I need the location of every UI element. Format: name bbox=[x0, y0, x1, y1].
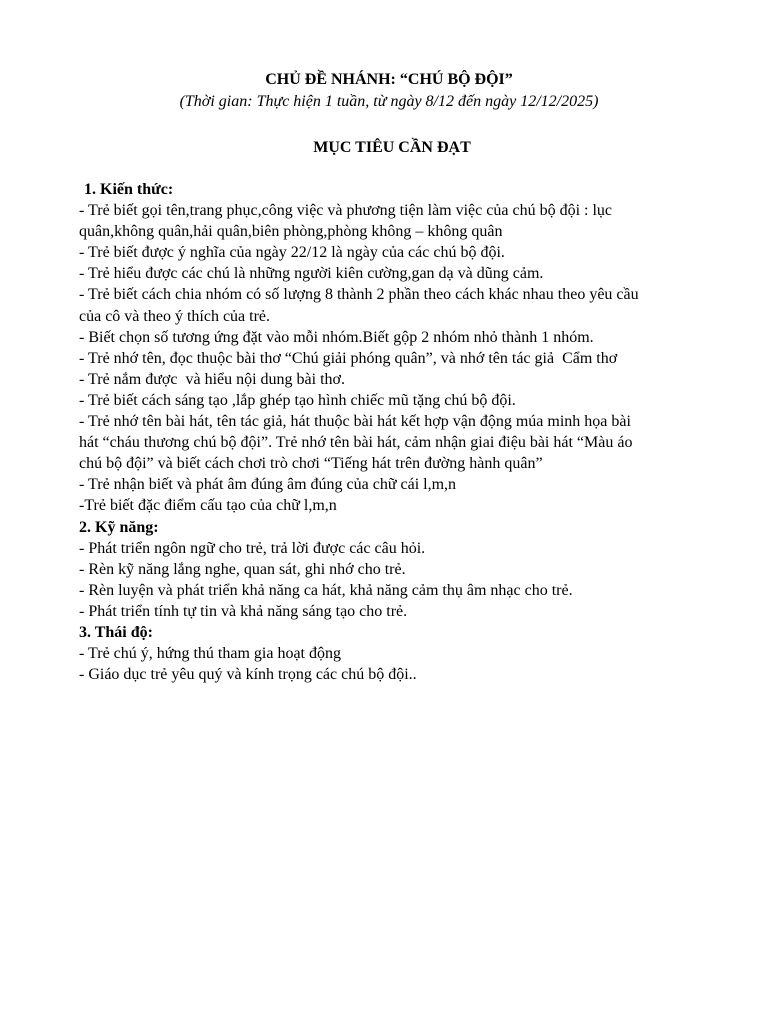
list-item: của cô và theo ý thích của trẻ. bbox=[79, 307, 271, 325]
list-item: - Phát triển tính tự tin và khả năng sáng tạo cho trẻ. bbox=[79, 602, 408, 620]
section-knowledge bbox=[79, 179, 711, 517]
list-item: - Trẻ nhớ tên bài hát, tên tác giả, hát thuộc bài hát kết hợp vận động múa minh họa bài bbox=[79, 413, 631, 431]
list-item: - Trẻ biết cách chia nhóm có số lượng 8 thành 2 phần theo cách khác nhau theo yêu cầu bbox=[79, 286, 639, 304]
list-item: - Rèn luyện và phát triển khả năng ca hát, khả năng cảm thụ âm nhạc cho trẻ. bbox=[79, 581, 573, 599]
list-item: - Phát triển ngôn ngữ cho trẻ, trả lời được các câu hỏi. bbox=[79, 539, 426, 557]
section-attitude bbox=[79, 622, 711, 685]
list-item: chú bộ đội” và biết cách chơi trò chơi “Tiếng hát trên đường hành quân” bbox=[79, 455, 543, 473]
list-item: - Trẻ biết được ý nghĩa của ngày 22/12 là ngày của các chú bộ đội. bbox=[79, 244, 505, 262]
list-item: - Trẻ nắm được và hiểu nội dung bài thơ. bbox=[79, 370, 346, 388]
list-item: - Biết chọn số tương ứng đặt vào mỗi nhóm.Biết gộp 2 nhóm nhỏ thành 1 nhóm. bbox=[79, 328, 594, 346]
objectives-heading: MỤC TIÊU CẦN ĐẠT bbox=[313, 139, 471, 156]
section-heading: 2. Kỹ năng: bbox=[79, 518, 159, 536]
section-heading: 3. Thái độ: bbox=[79, 623, 153, 641]
section-heading: 1. Kiến thức: bbox=[84, 181, 174, 198]
list-item: quân,không quân,hải quân,biên phòng,phòng không – không quân bbox=[79, 223, 503, 241]
list-item: - Trẻ biết cách sáng tạo ,lắp ghép tạo hình chiếc mũ tặng chú bộ đội. bbox=[79, 391, 516, 409]
list-item: - Giáo dục trẻ yêu quý và kính trọng các chú bộ đội.. bbox=[79, 666, 417, 684]
list-item: - Trẻ hiểu được các chú là những người kiên cường,gan dạ và dũng cảm. bbox=[79, 265, 544, 283]
list-item: - Trẻ biết gọi tên,trang phục,công việc và phương tiện làm việc của chú bộ đội : lục bbox=[79, 202, 612, 220]
list-item: - Trẻ nhớ tên, đọc thuộc bài thơ “Chú giải phóng quân”, và nhớ tên tác giả Cẩm thơ bbox=[79, 349, 618, 367]
list-item: hát “cháu thương chú bộ đội”. Trẻ nhớ tên bài hát, cảm nhận giai điệu bài hát “Màu áo bbox=[79, 434, 633, 452]
document-subtitle: (Thời gian: Thực hiện 1 tuần, từ ngày 8/12 đến ngày 12/12/2025) bbox=[179, 93, 599, 110]
document-title: CHỦ ĐỀ NHÁNH: “CHÚ BỘ ĐỘI” bbox=[265, 71, 513, 88]
section-skills bbox=[79, 517, 711, 622]
list-item: - Rèn kỹ năng lắng nghe, quan sát, ghi nhớ cho trẻ. bbox=[79, 560, 406, 578]
list-item: - Trẻ chú ý, hứng thú tham gia hoạt động bbox=[79, 645, 341, 663]
document-body bbox=[79, 179, 711, 685]
list-item: -Trẻ biết đặc điểm cấu tạo của chữ l,m,n bbox=[79, 497, 337, 515]
list-item: - Trẻ nhận biết và phát âm đúng âm đúng của chữ cái l,m,n bbox=[79, 476, 457, 494]
